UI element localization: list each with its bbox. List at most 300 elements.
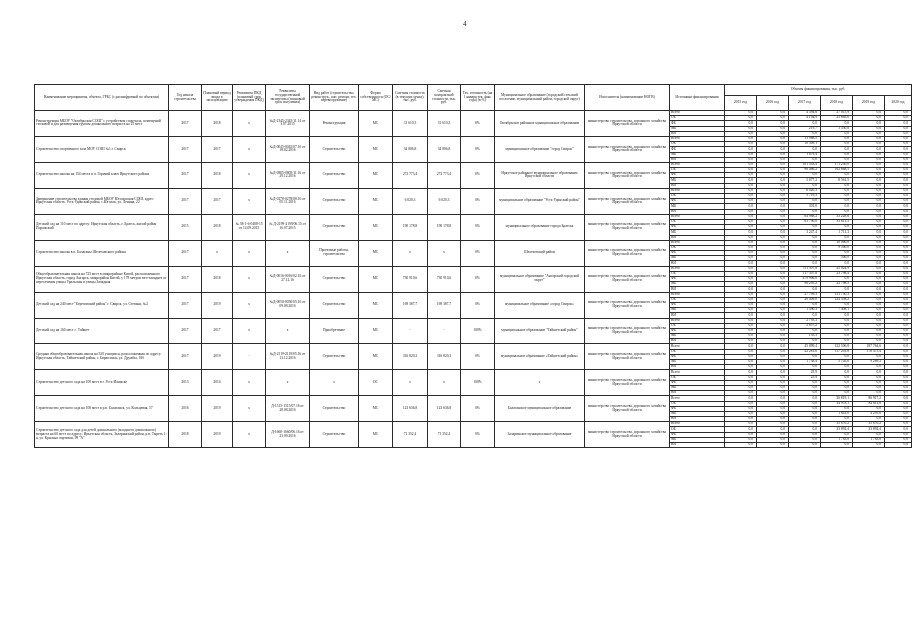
funding-source: ОБ bbox=[670, 116, 725, 121]
funding-value: 0,0 bbox=[757, 235, 789, 240]
funding-value: 0,0 bbox=[885, 391, 912, 396]
funding-source: ФБ bbox=[670, 302, 725, 307]
funding-source: МБ bbox=[670, 126, 725, 131]
funding-value: 96 466,2 bbox=[789, 168, 821, 173]
funding-source: ВИ bbox=[670, 365, 725, 370]
funding-value: 1 841,0 bbox=[821, 411, 853, 416]
object-name: Детский сад на 110 мест по адресу: Иркутская область, г. Братск, жилой район Порожский bbox=[35, 214, 169, 240]
funding-value: 0,0 bbox=[885, 152, 912, 157]
funding-value: 22 798,5 bbox=[821, 282, 853, 287]
funding-source: ОБ bbox=[670, 323, 725, 328]
funding-source: ВИ bbox=[670, 157, 725, 162]
customer: министерство строительства, дорожного хозяйства Иркутской области bbox=[585, 292, 670, 318]
funding-value: 0,0 bbox=[725, 121, 757, 126]
funding-value: 0,0 bbox=[885, 411, 912, 416]
funding-source: ФБ bbox=[670, 277, 725, 282]
funding-value: 101 543,4 bbox=[789, 162, 821, 167]
funding-value: 0,0 bbox=[853, 245, 885, 250]
funding-value: 0,0 bbox=[853, 266, 885, 271]
funding-value: 1 738,4 bbox=[789, 360, 821, 365]
contract-cost: 34 806,8 bbox=[428, 136, 461, 162]
funding-value: 0,0 bbox=[853, 251, 885, 256]
funding-value: 26 409,0 bbox=[789, 297, 821, 302]
pkd-value: х bbox=[233, 318, 266, 344]
funding-value: 96 295,2 bbox=[789, 282, 821, 287]
funding-source: Всего bbox=[670, 318, 725, 323]
funding-value: 0,0 bbox=[789, 380, 821, 385]
funding-value: 0,0 bbox=[757, 308, 789, 313]
funding-value: 0,0 bbox=[885, 302, 912, 307]
funding-value: 0,0 bbox=[789, 437, 821, 442]
funding-value: 0,0 bbox=[821, 318, 853, 323]
funding-value: 42 281,0 bbox=[789, 349, 821, 354]
funding-value: 0,0 bbox=[853, 354, 885, 359]
funding-value: 117 307,8 bbox=[789, 271, 821, 276]
contract-cost: х bbox=[428, 370, 461, 396]
funding-value: 35 676,2 bbox=[821, 422, 853, 427]
funding-value: 45 924,9 bbox=[821, 266, 853, 271]
funding-value: 171 230,0 bbox=[821, 162, 853, 167]
funding-value: 0,0 bbox=[757, 417, 789, 422]
funding-value: 0,0 bbox=[789, 427, 821, 432]
customer: министерство строительства, дорожного хозяйства Иркутской области bbox=[585, 318, 670, 344]
funding-value: 0,0 bbox=[885, 417, 912, 422]
funding-value: 0,0 bbox=[789, 225, 821, 230]
funding-source: ОБ bbox=[670, 297, 725, 302]
contract-cost: 31 610,5 bbox=[428, 111, 461, 137]
funding-source: ВИ bbox=[670, 313, 725, 318]
col-year: 2015 год bbox=[725, 96, 757, 111]
col-pkd: Реквизиты ПКД (плановый срок утверждения ПКД) bbox=[233, 85, 266, 111]
funding-value: 25 665,0 bbox=[821, 116, 853, 121]
pkd-value: х bbox=[233, 292, 266, 318]
funding-value: 0,0 bbox=[725, 354, 757, 359]
funding-value: 0,0 bbox=[885, 360, 912, 365]
estimate-cost: 272 773,4 bbox=[393, 162, 428, 188]
commission-year: 2018 bbox=[202, 266, 233, 292]
work-type: Проектные работы, строительство bbox=[310, 240, 359, 266]
funding-value: 0,0 bbox=[885, 136, 912, 141]
funding-value: 0,0 bbox=[789, 432, 821, 437]
contract-cost: 169 387,7 bbox=[428, 292, 461, 318]
funding-value: 0,0 bbox=[757, 323, 789, 328]
col-year: 2017 год bbox=[789, 96, 821, 111]
funding-value: 0,0 bbox=[821, 261, 853, 266]
funding-value: 4 104,9 bbox=[789, 116, 821, 121]
funding-source: МБ bbox=[670, 308, 725, 313]
expertise-value: х bbox=[266, 318, 310, 344]
commission-year: 2019 bbox=[202, 344, 233, 370]
funding-value: 0,0 bbox=[725, 339, 757, 344]
readiness-value: 0% bbox=[461, 188, 495, 214]
funding-value: 0,0 bbox=[789, 199, 821, 204]
customer: министерство строительства, дорожного хозяйства Иркутской области bbox=[585, 240, 670, 266]
funding-value: 0,0 bbox=[757, 277, 789, 282]
start-year: 2017 bbox=[169, 318, 202, 344]
funding-value: 0,0 bbox=[821, 443, 853, 448]
funding-value: 0,0 bbox=[821, 365, 853, 370]
funding-value: 0,0 bbox=[725, 287, 757, 292]
funding-value: 11 988,5 bbox=[789, 136, 821, 141]
funding-value: 0,0 bbox=[853, 313, 885, 318]
funding-value: 0,0 bbox=[853, 225, 885, 230]
funding-value: 0,0 bbox=[757, 375, 789, 380]
funding-value: 0,0 bbox=[885, 173, 912, 178]
funding-value: 0,0 bbox=[821, 188, 853, 193]
funding-value: 0,0 bbox=[821, 391, 853, 396]
object-name: Средняя общеобразовательная школа на 520 учащихся, расположенная по адресу: Иркутская область, Тайшетский район, г. Бирюсинск, ул. Дружбы, 18б bbox=[35, 344, 169, 370]
customer: министерство строительства, дорожного хозяйства Иркутской области bbox=[585, 344, 670, 370]
funding-value: 0,0 bbox=[757, 380, 789, 385]
funding-value: 0,0 bbox=[757, 406, 789, 411]
work-type: Реконструкция bbox=[310, 111, 359, 137]
funding-value: 3 247,4 bbox=[789, 230, 821, 235]
readiness-value: 0% bbox=[461, 240, 495, 266]
capital-construction-table bbox=[34, 84, 912, 448]
expertise-value: х bbox=[266, 370, 310, 396]
funding-value: 0,0 bbox=[725, 111, 757, 116]
funding-value: 0,0 bbox=[757, 126, 789, 131]
start-year: 2016 bbox=[169, 396, 202, 422]
expertise-value: №Д-0278-0278/08.16 от 05.11.2016 bbox=[266, 188, 310, 214]
funding-value: 0,0 bbox=[725, 422, 757, 427]
funding-value: 0,0 bbox=[853, 116, 885, 121]
col-readiness: Тех. готовность (на 1 января тек. фин. года) (в %) bbox=[461, 85, 495, 111]
funding-value: 0,0 bbox=[885, 178, 912, 183]
funding-value: 1 711,3 bbox=[821, 230, 853, 235]
expertise-value: №Д-0805-0805/11.16 от 29.12.2016 bbox=[266, 162, 310, 188]
estimate-cost: 34 806,8 bbox=[393, 136, 428, 162]
ownership-form: МС bbox=[359, 136, 393, 162]
funding-value: 0,0 bbox=[853, 126, 885, 131]
funding-value: 0,0 bbox=[821, 204, 853, 209]
funding-value: 0,0 bbox=[821, 287, 853, 292]
expertise-value: №Д-2119-2119/05.16 от 13.12.2016 bbox=[266, 344, 310, 370]
object-name: Завершение строительства здания столовой МБОУ Юголокская СОШ, адрес: Иркутская область, Усть-Удинский район, с.Юголок, ул. Ленина, 22 bbox=[35, 188, 169, 214]
funding-value: 0,0 bbox=[789, 396, 821, 401]
col-customer: Исполнитель (наименование НОГВ) bbox=[585, 85, 670, 111]
funding-value: 0,0 bbox=[725, 432, 757, 437]
funding-value: 0,0 bbox=[821, 339, 853, 344]
funding-value: 0,0 bbox=[853, 282, 885, 287]
funding-value: 0,0 bbox=[725, 328, 757, 333]
funding-value: 0,0 bbox=[757, 209, 789, 214]
municipality: муниципальное образование "Ангарский городской округ" bbox=[495, 266, 585, 292]
funding-value: 0,0 bbox=[757, 292, 789, 297]
funding-value: 0,0 bbox=[789, 131, 821, 136]
funding-value: 122 506,8 bbox=[821, 344, 853, 349]
funding-value: 0,0 bbox=[885, 116, 912, 121]
municipality: муниципальное образование "город Свирск" bbox=[495, 136, 585, 162]
funding-value: 0,0 bbox=[725, 152, 757, 157]
funding-source: ОБ bbox=[670, 219, 725, 224]
municipality: муниципальное образование «город Свирск» bbox=[495, 292, 585, 318]
funding-value: 0,0 bbox=[885, 380, 912, 385]
pkd-value: - bbox=[233, 344, 266, 370]
start-year: 2013 bbox=[169, 370, 202, 396]
funding-value: 1 679,4 bbox=[789, 152, 821, 157]
funding-value: 0,0 bbox=[853, 287, 885, 292]
funding-value: 0,0 bbox=[885, 375, 912, 380]
funding-value: 36 819,1 bbox=[821, 396, 853, 401]
funding-value: 5 719,3 bbox=[789, 194, 821, 199]
funding-value: 0,0 bbox=[725, 240, 757, 245]
funding-value: 0,0 bbox=[725, 256, 757, 261]
object-name: Строительство детского сада на 100 мест в г. Усть-Илимске bbox=[35, 370, 169, 396]
funding-value: 0,0 bbox=[885, 219, 912, 224]
funding-value: 0,0 bbox=[853, 339, 885, 344]
funding-value: 0,0 bbox=[725, 116, 757, 121]
ownership-form: МС bbox=[359, 292, 393, 318]
customer: министерство строительства, дорожного хозяйства Иркутской области bbox=[585, 188, 670, 214]
funding-value: 0,0 bbox=[725, 142, 757, 147]
estimate-cost: - bbox=[393, 318, 428, 344]
funding-value: 0,0 bbox=[821, 157, 853, 162]
contract-cost: 730 910,6 bbox=[428, 266, 461, 292]
work-type: Строительство bbox=[310, 162, 359, 188]
funding-source: ФБ bbox=[670, 380, 725, 385]
funding-source: ФБ bbox=[670, 251, 725, 256]
funding-value: 0,0 bbox=[853, 136, 885, 141]
readiness-value: 0% bbox=[461, 344, 495, 370]
funding-value: 0,0 bbox=[853, 157, 885, 162]
funding-value: 5 705,0 bbox=[821, 360, 853, 365]
municipality: муниципальное образование "Тайшетский район" bbox=[495, 318, 585, 344]
funding-value: 0,0 bbox=[757, 313, 789, 318]
funding-value: 135,3 bbox=[789, 334, 821, 339]
ownership-form: МС bbox=[359, 344, 393, 370]
funding-source: Всего bbox=[670, 162, 725, 167]
col-estimate: Сметная стоимость (в текущих ценах), тыс. руб. bbox=[393, 85, 428, 111]
object-name: Реконструкция МБОУ "Октябрьская СОШ" с устройством спортзала, помещений столовой и для размещения группы дошкольного возраста на 25 мест bbox=[35, 111, 169, 137]
funding-source: ФБ bbox=[670, 406, 725, 411]
funding-value: 0,0 bbox=[725, 188, 757, 193]
funding-value: 0,0 bbox=[789, 385, 821, 390]
contract-cost: 272 773,4 bbox=[428, 162, 461, 188]
funding-source: ФБ bbox=[670, 147, 725, 152]
work-type: Строительство bbox=[310, 396, 359, 422]
funding-value: 0,0 bbox=[757, 214, 789, 219]
funding-value: 0,0 bbox=[725, 308, 757, 313]
start-year: 2017 bbox=[169, 344, 202, 370]
funding-source: Всего bbox=[670, 266, 725, 271]
funding-value: 0,0 bbox=[885, 230, 912, 235]
funding-source: Всего bbox=[670, 188, 725, 193]
funding-value: 0,0 bbox=[789, 339, 821, 344]
funding-value: 0,0 bbox=[725, 375, 757, 380]
funding-value: 0,0 bbox=[725, 277, 757, 282]
funding-value: 178 475,4 bbox=[853, 349, 885, 354]
commission-year: 2019 bbox=[202, 396, 233, 422]
funding-value: 0,0 bbox=[821, 209, 853, 214]
ownership-form: МС bbox=[359, 422, 393, 448]
funding-value: 0,0 bbox=[757, 173, 789, 178]
expertise-value: №Д-2345-2345/11.14 от 3.07.2015 bbox=[266, 111, 310, 137]
object-name: Строительство детского сада на 100 мест в р.п. Балаганск, ул. Кольцевая, 57 bbox=[35, 396, 169, 422]
funding-value: 27 799,3 bbox=[789, 292, 821, 297]
funding-value: 0,0 bbox=[853, 209, 885, 214]
funding-value: 0,0 bbox=[853, 443, 885, 448]
funding-value: 0,0 bbox=[821, 417, 853, 422]
funding-value: 0,0 bbox=[757, 204, 789, 209]
funding-value: 0,0 bbox=[757, 432, 789, 437]
funding-value: 0,0 bbox=[725, 162, 757, 167]
funding-value: 0,0 bbox=[757, 142, 789, 147]
funding-value: 0,0 bbox=[885, 209, 912, 214]
funding-source: ФБ bbox=[670, 121, 725, 126]
funding-value: 0,0 bbox=[885, 245, 912, 250]
funding-value: 0,0 bbox=[885, 406, 912, 411]
readiness-value: 0% bbox=[461, 266, 495, 292]
funding-value: 0,0 bbox=[885, 354, 912, 359]
customer: министерство строительства, дорожного хозяйства Иркутской области bbox=[585, 111, 670, 137]
col-municipality: Муниципальное образование (городской/сельский поселение, муниципальный район, городской округ) bbox=[495, 85, 585, 111]
funding-value: 0,0 bbox=[725, 391, 757, 396]
funding-value: 0,0 bbox=[853, 183, 885, 188]
contract-cost: 71 352,4 bbox=[428, 422, 461, 448]
funding-source: ВИ bbox=[670, 443, 725, 448]
funding-value: 0,0 bbox=[757, 157, 789, 162]
readiness-value: 100% bbox=[461, 318, 495, 344]
funding-value: 0,0 bbox=[789, 417, 821, 422]
funding-value: 0,0 bbox=[789, 235, 821, 240]
funding-value: 0,0 bbox=[853, 370, 885, 375]
commission-year: 2017 bbox=[202, 318, 233, 344]
funding-value: 33 228,6 bbox=[821, 214, 853, 219]
funding-source: МБ bbox=[670, 334, 725, 339]
col-ownership: Форма собственности (ОС/МС) bbox=[359, 85, 393, 111]
ownership-form: МС bbox=[359, 266, 393, 292]
pkd-value: х bbox=[233, 162, 266, 188]
commission-year: х bbox=[202, 240, 233, 266]
funding-value: 0,0 bbox=[725, 396, 757, 401]
customer: министерство строительства, дорожного хозяйства Иркутской области bbox=[585, 396, 670, 422]
funding-source: ФБ bbox=[670, 328, 725, 333]
funding-value: 0,0 bbox=[885, 131, 912, 136]
funding-value: 27 015,9 bbox=[821, 111, 853, 116]
funding-value: 0,0 bbox=[853, 142, 885, 147]
municipality: муниципальное образование города Братска bbox=[495, 214, 585, 240]
start-year: 2017 bbox=[169, 266, 202, 292]
funding-value: 0,0 bbox=[725, 147, 757, 152]
municipality: Балаганское муниципальное образование bbox=[495, 396, 585, 422]
funding-value: 0,0 bbox=[885, 240, 912, 245]
start-year: 2015 bbox=[169, 214, 202, 240]
funding-value: 162 668,5 bbox=[821, 168, 853, 173]
estimate-cost: 190 178,8 bbox=[393, 214, 428, 240]
funding-value: 0,0 bbox=[821, 432, 853, 437]
funding-value: 0,0 bbox=[725, 406, 757, 411]
funding-value: 0,0 bbox=[821, 147, 853, 152]
funding-value: 0,0 bbox=[853, 111, 885, 116]
estimate-cost: 31 610,5 bbox=[393, 111, 428, 137]
funding-value: 0,0 bbox=[789, 328, 821, 333]
col-commission-year: Плановый период ввода в эксплуатацию bbox=[202, 85, 233, 111]
funding-value: 500,0 bbox=[821, 256, 853, 261]
ownership-form: МС bbox=[359, 162, 393, 188]
funding-value: 0,0 bbox=[757, 194, 789, 199]
funding-value: 0,0 bbox=[885, 214, 912, 219]
table-body bbox=[35, 111, 912, 448]
funding-value: 10 309,1 bbox=[789, 142, 821, 147]
funding-value: 1 390,3 bbox=[789, 308, 821, 313]
funding-value: 0,0 bbox=[853, 385, 885, 390]
contract-cost: 123 636,8 bbox=[428, 396, 461, 422]
funding-value: 31 611,3 bbox=[821, 219, 853, 224]
pkd-value: х bbox=[233, 266, 266, 292]
funding-source: ОБ bbox=[670, 245, 725, 250]
funding-source: Всего bbox=[670, 422, 725, 427]
funding-value: 0,0 bbox=[853, 204, 885, 209]
col-year: 2019 год bbox=[853, 96, 885, 111]
funding-value: 479 906,6 bbox=[789, 277, 821, 282]
funding-value: 0,0 bbox=[789, 209, 821, 214]
funding-value: 0,0 bbox=[789, 391, 821, 396]
funding-source: МБ bbox=[670, 282, 725, 287]
funding-value: 0,0 bbox=[853, 391, 885, 396]
funding-value: 0,0 bbox=[757, 225, 789, 230]
funding-value: 0,0 bbox=[885, 437, 912, 442]
funding-value: 0,0 bbox=[885, 188, 912, 193]
commission-year: 2018 bbox=[202, 214, 233, 240]
estimate-cost: 123 636,8 bbox=[393, 396, 428, 422]
funding-value: 8 561,5 bbox=[821, 178, 853, 183]
funding-value: 33 892,4 bbox=[853, 427, 885, 432]
pkd-value: х bbox=[233, 188, 266, 214]
page-number: 4 bbox=[463, 20, 467, 28]
funding-value: 0,0 bbox=[725, 168, 757, 173]
funding-value: 0,0 bbox=[725, 318, 757, 323]
funding-value: 6 020,3 bbox=[789, 188, 821, 193]
funding-value: 0,0 bbox=[757, 240, 789, 245]
readiness-value: 0% bbox=[461, 136, 495, 162]
funding-value: 0,0 bbox=[789, 354, 821, 359]
funding-value: 0,0 bbox=[789, 251, 821, 256]
funding-value: 0,0 bbox=[725, 334, 757, 339]
municipality: х bbox=[495, 370, 585, 396]
funding-value: 0,0 bbox=[821, 251, 853, 256]
funding-value: 0,0 bbox=[757, 354, 789, 359]
funding-value: 0,0 bbox=[757, 168, 789, 173]
expertise-value: Д-1515-1515/07.16 от 28.08.2016 bbox=[266, 396, 310, 422]
pkd-value: х bbox=[233, 240, 266, 266]
funding-value: 0,0 bbox=[757, 411, 789, 416]
funding-value: 0,0 bbox=[725, 292, 757, 297]
col-year: 2016 год bbox=[757, 96, 789, 111]
funding-value: 45 899,4 bbox=[789, 344, 821, 349]
funding-value: 0,0 bbox=[885, 422, 912, 427]
funding-value: 1 783,8 bbox=[853, 437, 885, 442]
pkd-value: х bbox=[233, 111, 266, 137]
funding-value: 0,0 bbox=[789, 406, 821, 411]
col-expertise: Реквизиты государственной экспертизы (плановый срок получения) bbox=[266, 85, 310, 111]
funding-value: 0,0 bbox=[725, 173, 757, 178]
funding-source: ВИ bbox=[670, 131, 725, 136]
work-type: Строительство bbox=[310, 344, 359, 370]
estimate-cost: х bbox=[393, 240, 428, 266]
funding-value: 61 790,8 bbox=[789, 219, 821, 224]
col-volume-group: Объемы финансирования, тыс. руб. bbox=[725, 85, 912, 96]
object-name: Строительство спортивного зала МОУ СОШ №1 г. Свирск bbox=[35, 136, 169, 162]
pkd-value: х bbox=[233, 422, 266, 448]
funding-source: Всего bbox=[670, 292, 725, 297]
work-type: Строительство bbox=[310, 266, 359, 292]
funding-value: 0,0 bbox=[757, 199, 789, 204]
funding-value: 0,0 bbox=[757, 302, 789, 307]
funding-value: 0,0 bbox=[757, 136, 789, 141]
contract-cost: х bbox=[428, 240, 461, 266]
funding-value: 0,0 bbox=[757, 261, 789, 266]
